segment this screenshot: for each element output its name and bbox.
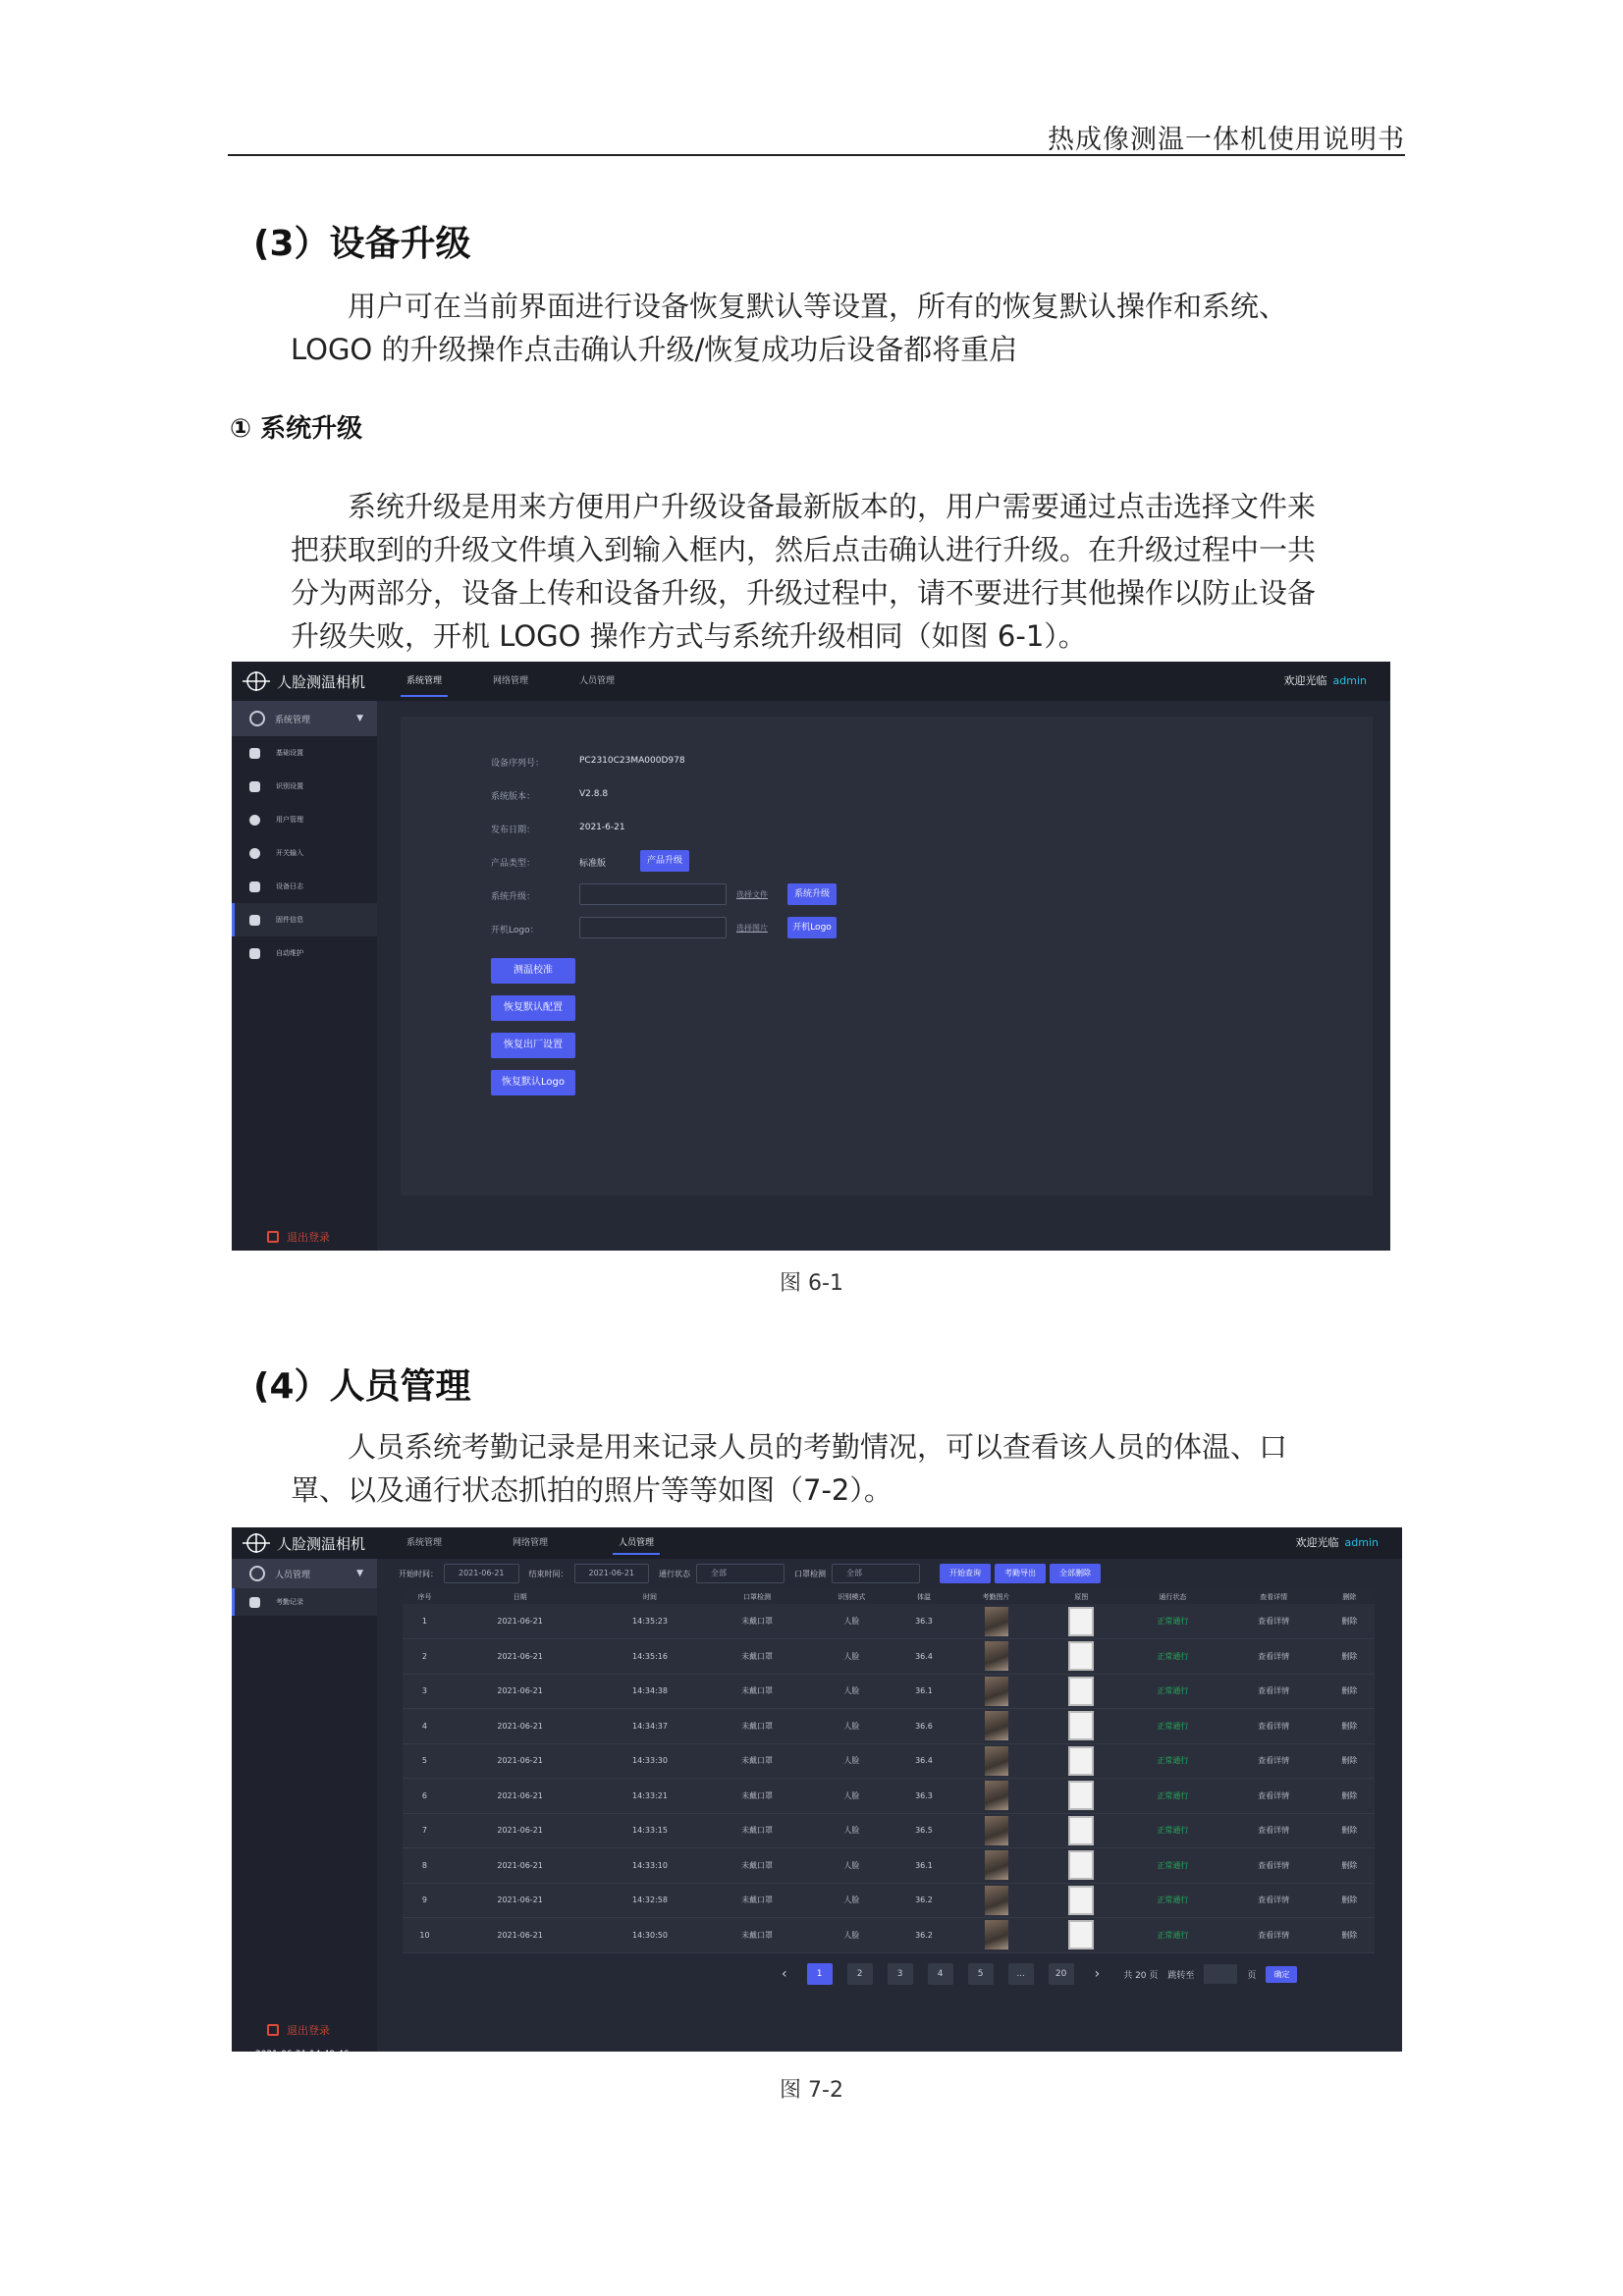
subsection-title: ① 系统升级 — [230, 414, 363, 444]
row-mode: 人脸 — [807, 1779, 895, 1814]
boot-logo-label: 开机Logo： — [491, 926, 539, 935]
row-time: 14:34:38 — [593, 1674, 706, 1709]
column-header: 删除 — [1325, 1590, 1375, 1604]
prev-page-button[interactable]: ‹ — [782, 1966, 787, 1982]
row-pass-status: 正常通行 — [1122, 1639, 1223, 1675]
mask-detect-label: 口罩检测 — [794, 1569, 826, 1578]
attendance-photo[interactable] — [985, 1641, 1008, 1671]
user-circle-icon — [249, 1566, 265, 1581]
row-mode: 人脸 — [807, 1639, 895, 1675]
view-details-link[interactable]: 查看详情 — [1223, 1743, 1325, 1779]
row-mask: 未戴口罩 — [707, 1883, 808, 1918]
serial-value: PC2310C23MA000D978 — [579, 756, 685, 766]
query-button[interactable]: 开始查询 — [940, 1564, 991, 1583]
sidebar-item-maintenance[interactable]: 自动维护 — [232, 936, 377, 970]
page-1[interactable]: 1 — [807, 1963, 833, 1985]
pass-status-select[interactable]: 全部 — [696, 1564, 784, 1583]
row-index: 9 — [403, 1883, 447, 1918]
sidebar — [232, 1559, 377, 2059]
view-details-link[interactable]: 查看详情 — [1223, 1604, 1325, 1639]
row-index: 10 — [403, 1918, 447, 1953]
pagination — [782, 1963, 1297, 1985]
username: admin — [1344, 1536, 1379, 1549]
row-temperature: 36.5 — [895, 1813, 951, 1848]
column-header: 识别模式 — [807, 1590, 895, 1604]
original-photo[interactable] — [1068, 1711, 1094, 1740]
attendance-photo-cell — [952, 1779, 1041, 1814]
firmware-panel — [401, 717, 1373, 1196]
page-2[interactable]: 2 — [847, 1963, 873, 1985]
system-upgrade-label: 系统升级： — [491, 892, 536, 902]
row-pass-status: 正常通行 — [1122, 1883, 1223, 1918]
original-photo-cell — [1041, 1709, 1123, 1744]
sidebar-item-logs[interactable]: 设备日志 — [232, 870, 377, 903]
product-upgrade-button[interactable]: 产品升级 — [640, 850, 689, 872]
original-photo[interactable] — [1068, 1850, 1094, 1880]
table-row — [403, 1674, 1375, 1709]
row-date: 2021-06-21 — [447, 1743, 593, 1779]
column-header: 体温 — [895, 1590, 951, 1604]
export-button[interactable]: 考勤导出 — [995, 1564, 1046, 1583]
row-time: 14:33:10 — [593, 1848, 706, 1884]
page-4[interactable]: 4 — [928, 1963, 953, 1985]
globe-icon — [242, 1532, 271, 1554]
table-row — [403, 1709, 1375, 1744]
figure-caption: 图 7-2 — [780, 2078, 843, 2103]
row-index: 4 — [403, 1709, 447, 1744]
tab-personnel[interactable]: 人员管理 — [613, 1527, 660, 1559]
table-row — [403, 1848, 1375, 1884]
product-type-label: 产品类型： — [491, 859, 536, 869]
page-ellipsis[interactable]: ... — [1008, 1963, 1034, 1985]
original-photo-cell — [1041, 1743, 1123, 1779]
pass-status-label: 通行状态 — [659, 1569, 690, 1578]
figure-caption: 图 6-1 — [780, 1271, 843, 1296]
paragraph: 人员系统考勤记录是用来记录人员的考勤情况，可以查看该人员的体温、口 — [348, 1430, 1288, 1464]
row-temperature: 36.3 — [895, 1604, 951, 1639]
release-date-label: 发布日期： — [491, 826, 536, 835]
filter-bar — [399, 1563, 1382, 1584]
original-photo[interactable] — [1068, 1920, 1094, 1949]
original-photo[interactable] — [1068, 1781, 1094, 1810]
attendance-photo[interactable] — [985, 1677, 1008, 1706]
sidebar-clock: 2021-06-21 14:49:46 — [255, 2050, 350, 2059]
page-5[interactable]: 5 — [968, 1963, 994, 1985]
caret-down-icon: ▼ — [356, 1569, 363, 1578]
original-photo-cell — [1041, 1639, 1123, 1675]
row-mask: 未戴口罩 — [707, 1813, 808, 1848]
row-time: 14:33:15 — [593, 1813, 706, 1848]
row-date: 2021-06-21 — [447, 1674, 593, 1709]
user-icon — [249, 815, 260, 826]
table-row — [403, 1813, 1375, 1848]
attendance-photo-cell — [952, 1883, 1041, 1918]
sidebar-item-firmware[interactable]: 固件信息 — [232, 903, 377, 936]
paragraph: LOGO 的升级操作点击确认升级/恢复成功后设备都将重启 — [291, 333, 1018, 366]
original-photo[interactable] — [1068, 1746, 1094, 1776]
row-mask: 未戴口罩 — [707, 1743, 808, 1779]
boot-logo-file-input[interactable] — [579, 917, 727, 938]
row-temperature: 36.1 — [895, 1848, 951, 1884]
row-time: 14:35:23 — [593, 1604, 706, 1639]
page-unit: 页 — [1247, 1970, 1257, 1981]
face-icon — [249, 781, 260, 792]
upload-icon — [249, 915, 260, 926]
attendance-photo[interactable] — [985, 1607, 1008, 1636]
total-pages: 共 20 页 — [1123, 1970, 1159, 1981]
app-logo: 人脸测温相机 — [232, 1532, 379, 1554]
column-header: 时间 — [593, 1590, 706, 1604]
row-temperature: 36.2 — [895, 1883, 951, 1918]
temperature-calibration-button[interactable]: 测温校准 — [491, 958, 575, 984]
row-mode: 人脸 — [807, 1674, 895, 1709]
original-photo[interactable] — [1068, 1607, 1094, 1636]
table-header-row — [403, 1590, 1375, 1604]
paragraph: 升级失败，开机 LOGO 操作方式与系统升级相同（如图 6-1）。 — [291, 619, 1087, 653]
row-temperature: 36.2 — [895, 1918, 951, 1953]
table-row — [403, 1918, 1375, 1953]
view-details-link[interactable]: 查看详情 — [1223, 1709, 1325, 1744]
attendance-photo-cell — [952, 1604, 1041, 1639]
paragraph: 系统升级是用来方便用户升级设备最新版本的，用户需要通过点击选择文件来 — [348, 490, 1317, 523]
row-time: 14:35:16 — [593, 1639, 706, 1675]
attendance-photo[interactable] — [985, 1746, 1008, 1776]
row-mask: 未戴口罩 — [707, 1674, 808, 1709]
goto-label: 跳转至 — [1167, 1970, 1195, 1981]
top-navbar — [232, 662, 1390, 701]
row-temperature: 36.3 — [895, 1779, 951, 1814]
logout-button[interactable]: 退出登录 — [267, 2022, 330, 2038]
factory-reset-button[interactable]: 恢复出厂设置 — [491, 1033, 575, 1058]
row-mode: 人脸 — [807, 1883, 895, 1918]
row-pass-status: 正常通行 — [1122, 1918, 1223, 1953]
delete-link[interactable]: 删除 — [1325, 1848, 1375, 1884]
paragraph: 罩、以及通行状态抓拍的照片等等如图（7-2）。 — [291, 1473, 893, 1507]
delete-all-button[interactable]: 全部删除 — [1050, 1564, 1101, 1583]
row-mode: 人脸 — [807, 1709, 895, 1744]
caret-down-icon: ▼ — [356, 714, 363, 723]
delete-link[interactable]: 删除 — [1325, 1674, 1375, 1709]
end-date-input[interactable]: 2021-06-21 — [574, 1564, 650, 1583]
original-photo[interactable] — [1068, 1677, 1094, 1706]
row-time: 14:33:30 — [593, 1743, 706, 1779]
attendance-photo-cell — [952, 1639, 1041, 1675]
sidebar-menu-personnel[interactable]: 人员管理 ▼ — [232, 1559, 377, 1588]
goto-page-input[interactable] — [1204, 1964, 1237, 1984]
monitor-icon — [249, 748, 260, 759]
view-details-link[interactable]: 查看详情 — [1223, 1848, 1325, 1884]
username: admin — [1332, 674, 1367, 687]
next-page-button[interactable]: › — [1094, 1966, 1101, 1982]
logout-button[interactable]: 退出登录 — [267, 1229, 330, 1245]
row-index: 1 — [403, 1604, 447, 1639]
original-photo-cell — [1041, 1604, 1123, 1639]
globe-icon — [242, 670, 271, 692]
row-pass-status: 正常通行 — [1122, 1813, 1223, 1848]
tab-system[interactable]: 系统管理 — [401, 662, 448, 701]
version-label: 系统版本： — [491, 792, 536, 802]
row-mode: 人脸 — [807, 1813, 895, 1848]
choose-image-link[interactable]: 选择图片 — [736, 924, 768, 933]
tab-system[interactable]: 系统管理 — [406, 1538, 443, 1548]
row-temperature: 36.6 — [895, 1709, 951, 1744]
column-header: 考勤图片 — [952, 1590, 1041, 1604]
row-index: 2 — [403, 1639, 447, 1675]
attendance-photo[interactable] — [985, 1920, 1008, 1949]
attendance-photo[interactable] — [985, 1886, 1008, 1915]
logout-icon — [267, 1231, 279, 1243]
welcome-text: 欢迎光临 admin — [1283, 674, 1367, 687]
attendance-photo[interactable] — [985, 1781, 1008, 1810]
row-time: 14:32:58 — [593, 1883, 706, 1918]
row-date: 2021-06-21 — [447, 1883, 593, 1918]
original-photo-cell — [1041, 1674, 1123, 1709]
original-photo[interactable] — [1068, 1641, 1094, 1671]
choose-file-link[interactable]: 选择文件 — [736, 890, 768, 899]
attendance-photo[interactable] — [985, 1711, 1008, 1740]
column-header: 查看详情 — [1223, 1590, 1325, 1604]
sidebar-item-attendance[interactable]: 考勤记录 — [232, 1588, 377, 1616]
start-date-input[interactable]: 2021-06-21 — [444, 1564, 519, 1583]
screenshot-attendance-records — [232, 1527, 1402, 2059]
welcome-text: 欢迎光临 admin — [1295, 1536, 1379, 1549]
view-details-link[interactable]: 查看详情 — [1223, 1639, 1325, 1675]
row-pass-status: 正常通行 — [1122, 1743, 1223, 1779]
row-time: 14:33:21 — [593, 1779, 706, 1814]
row-index: 8 — [403, 1848, 447, 1884]
tab-personnel[interactable]: 人员管理 — [579, 676, 616, 686]
original-photo-cell — [1041, 1848, 1123, 1884]
page-20[interactable]: 20 — [1049, 1963, 1074, 1985]
attendance-photo[interactable] — [985, 1850, 1008, 1880]
original-photo[interactable] — [1068, 1816, 1094, 1845]
attendance-photo-cell — [952, 1743, 1041, 1779]
mask-detect-select[interactable]: 全部 — [832, 1564, 920, 1583]
page-3[interactable]: 3 — [888, 1963, 913, 1985]
app-logo: 人脸测温相机 — [232, 670, 379, 692]
calendar-icon — [249, 1597, 260, 1608]
row-pass-status: 正常通行 — [1122, 1779, 1223, 1814]
system-upgrade-file-input[interactable] — [579, 883, 727, 905]
view-details-link[interactable]: 查看详情 — [1223, 1918, 1325, 1953]
end-time-label: 结束时间： — [528, 1569, 568, 1578]
start-time-label: 开始时间： — [399, 1569, 438, 1578]
header-rule — [228, 154, 1405, 156]
row-date: 2021-06-21 — [447, 1813, 593, 1848]
paragraph: 把获取到的升级文件填入到输入框内，然后点击确认进行升级。在升级过程中一共 — [291, 533, 1317, 566]
product-type-value: 标准版 — [579, 859, 607, 869]
top-navbar — [232, 1527, 1402, 1559]
row-mode: 人脸 — [807, 1743, 895, 1779]
table-row — [403, 1883, 1375, 1918]
row-mode: 人脸 — [807, 1848, 895, 1884]
original-photo-cell — [1041, 1779, 1123, 1814]
plus-icon — [249, 948, 260, 959]
row-date: 2021-06-21 — [447, 1848, 593, 1884]
version-value: V2.8.8 — [579, 789, 609, 799]
restore-default-config-button[interactable]: 恢复默认配置 — [491, 995, 575, 1021]
view-details-link[interactable]: 查看详情 — [1223, 1779, 1325, 1814]
view-details-link[interactable]: 查看详情 — [1223, 1883, 1325, 1918]
table-row — [403, 1639, 1375, 1675]
row-index: 3 — [403, 1674, 447, 1709]
row-temperature: 36.4 — [895, 1639, 951, 1675]
sidebar-item-recognition[interactable]: 识别设置 — [232, 770, 377, 803]
row-date: 2021-06-21 — [447, 1779, 593, 1814]
row-mask: 未戴口罩 — [707, 1918, 808, 1953]
original-photo-cell — [1041, 1918, 1123, 1953]
attendance-photo-cell — [952, 1813, 1041, 1848]
row-date: 2021-06-21 — [447, 1918, 593, 1953]
attendance-photo-cell — [952, 1848, 1041, 1884]
view-details-link[interactable]: 查看详情 — [1223, 1674, 1325, 1709]
section-title-upgrade: (3）设备升级 — [253, 224, 471, 264]
row-date: 2021-06-21 — [447, 1709, 593, 1744]
paragraph: 分为两部分，设备上传和设备升级，升级过程中，请不要进行其他操作以防止设备 — [291, 576, 1317, 610]
row-mask: 未戴口罩 — [707, 1604, 808, 1639]
row-pass-status: 正常通行 — [1122, 1604, 1223, 1639]
sidebar-item-basic[interactable]: 基础设置 — [232, 736, 377, 770]
column-header: 通行状态 — [1122, 1590, 1223, 1604]
row-temperature: 36.1 — [895, 1674, 951, 1709]
row-mode: 人脸 — [807, 1604, 895, 1639]
row-date: 2021-06-21 — [447, 1604, 593, 1639]
sidebar-clock: 2021-06-21 14:50:45 — [255, 1256, 350, 1266]
original-photo-cell — [1041, 1813, 1123, 1848]
row-time: 14:30:50 — [593, 1918, 706, 1953]
row-pass-status: 正常通行 — [1122, 1848, 1223, 1884]
row-pass-status: 正常通行 — [1122, 1709, 1223, 1744]
table-row — [403, 1604, 1375, 1639]
tab-network[interactable]: 网络管理 — [493, 676, 529, 686]
column-header: 原图 — [1041, 1590, 1123, 1604]
clipboard-icon — [249, 881, 260, 892]
attendance-photo-cell — [952, 1918, 1041, 1953]
boot-logo-button[interactable]: 开机Logo — [787, 917, 837, 938]
system-upgrade-button[interactable]: 系统升级 — [787, 883, 837, 905]
delete-link[interactable]: 删除 — [1325, 1883, 1375, 1918]
bug-icon — [249, 848, 260, 859]
logout-icon — [267, 2024, 279, 2036]
delete-link[interactable]: 删除 — [1325, 1779, 1375, 1814]
delete-link[interactable]: 删除 — [1325, 1918, 1375, 1953]
goto-confirm-button[interactable]: 确定 — [1266, 1966, 1297, 1983]
screenshot-system-upgrade — [232, 662, 1390, 1266]
serial-label: 设备序列号： — [491, 759, 545, 769]
row-index: 7 — [403, 1813, 447, 1848]
row-mask: 未戴口罩 — [707, 1848, 808, 1884]
sidebar — [232, 701, 377, 1266]
table-row — [403, 1779, 1375, 1814]
column-header: 序号 — [403, 1590, 447, 1604]
release-date-value: 2021-6-21 — [579, 823, 625, 832]
row-mask: 未戴口罩 — [707, 1779, 808, 1814]
tab-network[interactable]: 网络管理 — [513, 1538, 549, 1548]
document-header-title: 热成像测温一体机使用说明书 — [1048, 125, 1405, 155]
row-temperature: 36.4 — [895, 1743, 951, 1779]
row-index: 6 — [403, 1779, 447, 1814]
row-pass-status: 正常通行 — [1122, 1674, 1223, 1709]
attendance-photo-cell — [952, 1674, 1041, 1709]
column-header: 日期 — [447, 1590, 593, 1604]
table-row — [403, 1743, 1375, 1779]
delete-link[interactable]: 删除 — [1325, 1709, 1375, 1744]
view-details-link[interactable]: 查看详情 — [1223, 1813, 1325, 1848]
sidebar-item-users[interactable]: 用户管理 — [232, 803, 377, 836]
row-mask: 未戴口罩 — [707, 1639, 808, 1675]
row-mask: 未戴口罩 — [707, 1709, 808, 1744]
delete-link[interactable]: 删除 — [1325, 1639, 1375, 1675]
delete-link[interactable]: 删除 — [1325, 1604, 1375, 1639]
section-title-personnel: (4）人员管理 — [253, 1366, 471, 1407]
attendance-table — [403, 1590, 1375, 1953]
attendance-photo-cell — [952, 1709, 1041, 1744]
delete-link[interactable]: 删除 — [1325, 1743, 1375, 1779]
original-photo-cell — [1041, 1883, 1123, 1918]
attendance-photo[interactable] — [985, 1816, 1008, 1845]
row-date: 2021-06-21 — [447, 1639, 593, 1675]
paragraph: 用户可在当前界面进行设备恢复默认等设置，所有的恢复默认操作和系统、 — [348, 290, 1288, 323]
restore-default-logo-button[interactable]: 恢复默认Logo — [491, 1070, 575, 1095]
sidebar-menu-system[interactable]: 系统管理 ▼ — [232, 701, 377, 736]
row-index: 5 — [403, 1743, 447, 1779]
original-photo[interactable] — [1068, 1886, 1094, 1915]
row-mode: 人脸 — [807, 1918, 895, 1953]
row-time: 14:34:37 — [593, 1709, 706, 1744]
settings-icon — [249, 711, 265, 726]
column-header: 口罩检测 — [707, 1590, 808, 1604]
sidebar-item-switch-input[interactable]: 开关输入 — [232, 836, 377, 870]
delete-link[interactable]: 删除 — [1325, 1813, 1375, 1848]
